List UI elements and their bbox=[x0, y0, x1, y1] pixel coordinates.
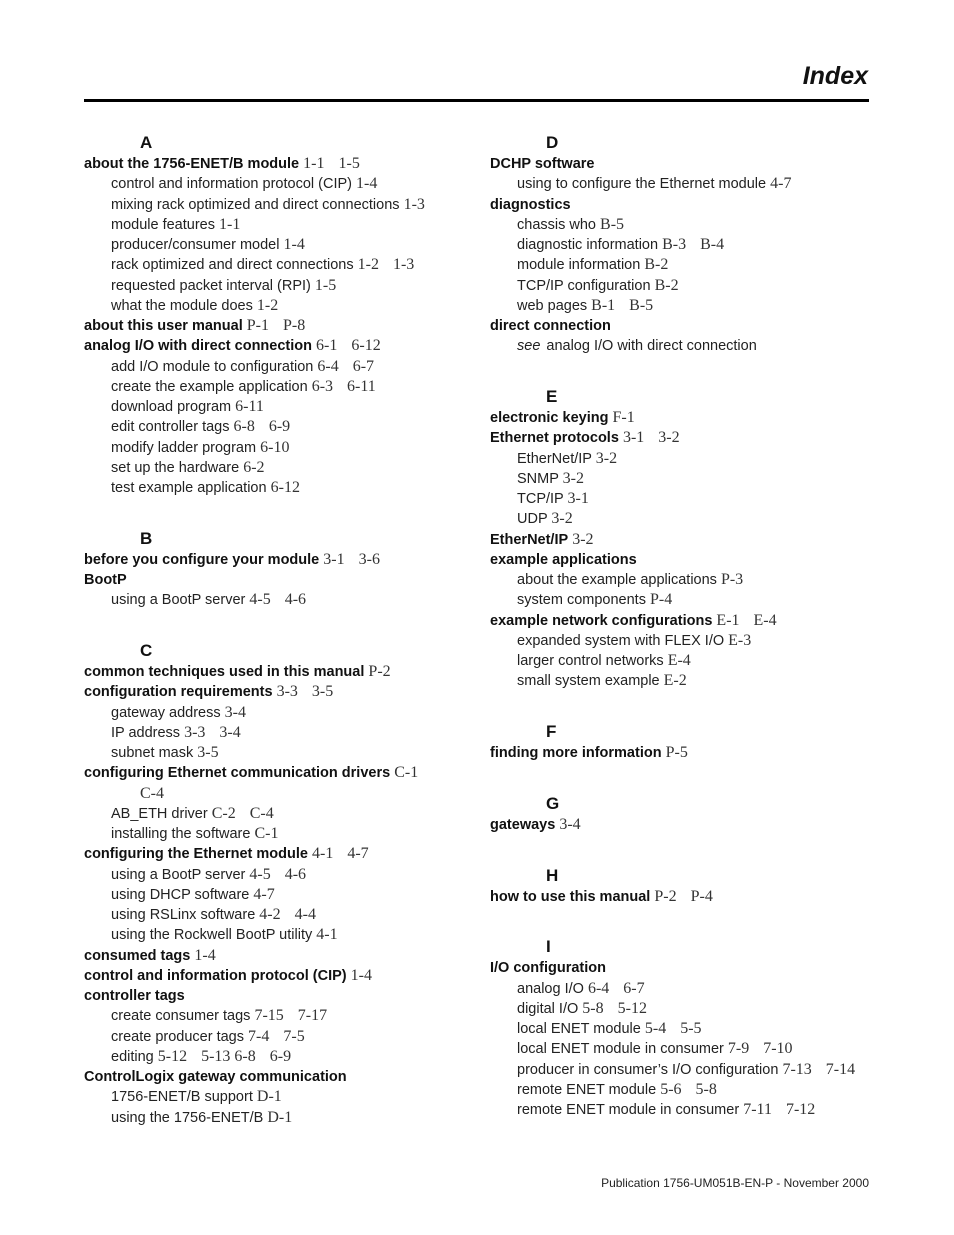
page-reference: 6-10 bbox=[260, 438, 290, 456]
page-reference: E-3 bbox=[728, 631, 752, 649]
index-term: web pages bbox=[517, 297, 588, 314]
page-reference: P-4 bbox=[690, 887, 713, 905]
index-term: what the module does bbox=[111, 297, 253, 314]
page-reference: 1-5 bbox=[314, 276, 337, 294]
index-subentry bbox=[84, 590, 464, 610]
page-reference: 4-5 bbox=[249, 591, 271, 609]
index-subentry bbox=[84, 804, 464, 824]
index-entry bbox=[490, 743, 890, 763]
section-spacer bbox=[490, 763, 890, 792]
index-term: control and information protocol (CIP) bbox=[111, 176, 352, 193]
index-entry bbox=[84, 316, 464, 336]
index-term: system components bbox=[517, 592, 646, 609]
index-entry bbox=[84, 946, 464, 966]
index-term: about this user manual bbox=[84, 318, 243, 334]
index-subentry bbox=[84, 885, 464, 905]
section-spacer bbox=[490, 907, 890, 936]
index-term: using DHCP software bbox=[111, 886, 250, 903]
index-subentry bbox=[84, 905, 464, 925]
page-reference: 4-6 bbox=[284, 591, 307, 609]
index-term: using a BootP server bbox=[111, 866, 246, 883]
index-column-right bbox=[490, 131, 890, 1120]
page-reference: 6-12 bbox=[270, 479, 300, 496]
index-subentry bbox=[84, 1047, 464, 1067]
section-spacer bbox=[84, 611, 464, 640]
index-term: mixing rack optimized and direct connections bbox=[111, 196, 400, 213]
page-reference: 5-4 bbox=[644, 1020, 667, 1037]
index-term: SNMP bbox=[517, 470, 559, 487]
section-spacer bbox=[490, 835, 890, 864]
index-subentry bbox=[84, 703, 464, 723]
page-reference: 3-6 bbox=[358, 550, 380, 568]
index-term: gateway address bbox=[111, 704, 221, 721]
page-reference: 5-5 bbox=[680, 1020, 702, 1037]
index-term: requested packet interval (RPI) bbox=[111, 277, 311, 294]
index-section-letter: C bbox=[140, 641, 153, 660]
index-term: installing the software bbox=[111, 826, 251, 842]
index-entry bbox=[490, 530, 890, 550]
index-term: analog I/O bbox=[517, 980, 584, 997]
index-subentry bbox=[490, 1060, 890, 1080]
index-subentry bbox=[84, 438, 464, 458]
section-spacer bbox=[490, 357, 890, 386]
index-entry bbox=[490, 887, 890, 907]
page-reference: 1-4 bbox=[283, 236, 305, 253]
index-subentry bbox=[84, 397, 464, 417]
index-subentry bbox=[490, 631, 890, 651]
index-entry bbox=[84, 844, 464, 864]
index-term: chassis who bbox=[517, 216, 596, 233]
index-subentry bbox=[84, 174, 464, 194]
page-reference: 1-3 bbox=[403, 195, 425, 213]
page-reference: E-2 bbox=[663, 672, 687, 690]
index-subentry bbox=[84, 865, 464, 885]
page-reference: 7-10 bbox=[763, 1040, 793, 1058]
index-term: using a BootP server bbox=[111, 592, 246, 609]
page-reference: 4-7 bbox=[347, 845, 369, 863]
page-reference: 7-13 bbox=[782, 1060, 812, 1078]
index-subentry bbox=[490, 651, 890, 671]
page-reference: 7-11 bbox=[743, 1101, 772, 1118]
page-reference: 5-6 bbox=[660, 1080, 682, 1098]
index-term: analog I/O with direct connection bbox=[84, 338, 312, 355]
page-reference: 6-3 bbox=[311, 377, 334, 395]
index-subentry bbox=[490, 489, 890, 509]
index-term: using RSLinx software bbox=[111, 907, 256, 923]
index-entry bbox=[490, 550, 890, 570]
index-term: configuration requirements bbox=[84, 684, 273, 701]
page-reference: P-4 bbox=[649, 591, 673, 609]
page-reference: 5-12 bbox=[157, 1047, 188, 1065]
index-entry bbox=[490, 195, 890, 215]
index-term: common techniques used in this manual bbox=[84, 664, 365, 680]
index-term: using to configure the Ethernet module bbox=[517, 176, 767, 193]
page-reference: 1-1 bbox=[303, 155, 325, 172]
page-reference: 6-11 bbox=[235, 398, 264, 415]
index-term: Ethernet protocols bbox=[490, 430, 619, 447]
index-term: editing bbox=[111, 1048, 154, 1065]
page-reference: 6-4 bbox=[317, 357, 339, 375]
index-term: local ENET module bbox=[517, 1021, 641, 1037]
index-term: create the example application bbox=[111, 378, 308, 395]
index-subentry bbox=[490, 671, 890, 691]
page-reference: 7-14 bbox=[825, 1060, 856, 1078]
index-term: AB_ETH driver bbox=[111, 805, 208, 822]
page-reference: P-2 bbox=[654, 887, 677, 905]
index-term: create producer tags bbox=[111, 1028, 244, 1045]
index-term: finding more information bbox=[490, 745, 662, 761]
page-reference: 6-1 bbox=[316, 337, 338, 355]
page-reference: 6-11 bbox=[347, 377, 376, 395]
page-reference: P-1 bbox=[246, 317, 269, 334]
page-reference: B-1 bbox=[591, 296, 616, 314]
page-reference: P-2 bbox=[368, 663, 391, 680]
index-term: test example application bbox=[111, 480, 267, 496]
index-term: add I/O module to configuration bbox=[111, 358, 314, 375]
index-term: example applications bbox=[490, 551, 637, 568]
page-reference: 3-2 bbox=[595, 449, 618, 467]
page-reference: 6-7 bbox=[352, 357, 375, 375]
page-reference: B-3 bbox=[662, 236, 687, 253]
see-reference-label: see bbox=[517, 338, 541, 355]
index-term: IP address bbox=[111, 724, 181, 741]
page-reference: 3-4 bbox=[559, 815, 581, 833]
index-term: consumed tags bbox=[84, 947, 191, 964]
page-reference: F-1 bbox=[612, 409, 635, 426]
index-entry bbox=[490, 611, 890, 631]
page-reference: 6-7 bbox=[623, 979, 645, 997]
page-reference: 7-9 bbox=[727, 1040, 750, 1058]
section-spacer bbox=[490, 692, 890, 721]
index-term: producer in consumer’s I/O configuration bbox=[517, 1061, 779, 1078]
index-subentry bbox=[84, 1087, 464, 1107]
header-rule bbox=[84, 99, 869, 102]
publication-footer: Publication 1756-UM051B-EN-P - November 2000 bbox=[601, 1176, 869, 1190]
index-term: EtherNet/IP bbox=[490, 531, 569, 548]
page-reference: 3-2 bbox=[562, 469, 584, 487]
page-reference: 4-4 bbox=[294, 906, 316, 923]
page-reference: 1-4 bbox=[356, 175, 378, 193]
index-subentry bbox=[84, 723, 464, 743]
index-term: how to use this manual bbox=[490, 888, 651, 905]
index-subentry bbox=[490, 979, 890, 999]
page-reference: 1-2 bbox=[357, 256, 379, 274]
page-reference: 7-5 bbox=[283, 1027, 305, 1045]
index-subentry bbox=[490, 509, 890, 529]
page-reference: C-4 bbox=[249, 804, 274, 822]
index-subentry bbox=[84, 215, 464, 235]
index-term: using the Rockwell BootP utility bbox=[111, 927, 313, 944]
page-reference: D-1 bbox=[256, 1088, 282, 1106]
page-reference: 1-2 bbox=[256, 296, 279, 314]
page-reference: D-1 bbox=[267, 1108, 293, 1126]
index-subentry bbox=[490, 276, 890, 296]
page-reference: 5-8 bbox=[695, 1080, 717, 1098]
page-reference: 4-1 bbox=[316, 926, 338, 944]
index-term: download program bbox=[111, 399, 232, 415]
page-reference: 1-3 bbox=[392, 256, 415, 274]
page-reference: 7-12 bbox=[785, 1101, 816, 1118]
index-entry bbox=[84, 682, 464, 702]
page-reference: 1-4 bbox=[350, 966, 372, 984]
page-reference: E-4 bbox=[753, 611, 777, 629]
index-subentry bbox=[490, 336, 890, 356]
index-subentry bbox=[490, 590, 890, 610]
page-reference: P-8 bbox=[283, 317, 306, 334]
index-subentry bbox=[84, 1027, 464, 1047]
page-reference: 3-4 bbox=[219, 723, 241, 741]
index-subentry bbox=[490, 296, 890, 316]
index-entry bbox=[490, 408, 890, 428]
page-reference: 5-8 bbox=[582, 999, 604, 1017]
page-reference: 6-2 bbox=[243, 458, 265, 476]
index-term: rack optimized and direct connections bbox=[111, 257, 354, 274]
page-reference: 3-1 bbox=[622, 429, 645, 447]
index-term: producer/consumer model bbox=[111, 237, 280, 253]
index-entry bbox=[490, 316, 890, 336]
page-reference: 3-3 bbox=[184, 723, 206, 741]
index-term: gateways bbox=[490, 816, 556, 833]
page-reference: 7-17 bbox=[297, 1007, 328, 1025]
index-term: I/O configuration bbox=[490, 960, 606, 977]
index-section-letter: G bbox=[546, 793, 560, 813]
index-term: small system example bbox=[517, 673, 660, 690]
index-term: create consumer tags bbox=[111, 1008, 251, 1025]
index-section-letter: F bbox=[546, 722, 557, 741]
page-reference: 6-9 bbox=[268, 418, 291, 436]
index-term: digital I/O bbox=[517, 1000, 579, 1017]
page-reference: B-2 bbox=[654, 276, 679, 294]
index-subentry bbox=[84, 1108, 464, 1128]
page-reference: 1-1 bbox=[219, 215, 241, 233]
page-reference: 3-2 bbox=[551, 510, 573, 528]
index-subentry bbox=[84, 276, 464, 296]
index-term: example network configurations bbox=[490, 612, 713, 629]
index-term: local ENET module in consumer bbox=[517, 1041, 724, 1058]
index-term: about the 1756-ENET/B module bbox=[84, 156, 300, 172]
index-subentry bbox=[84, 743, 464, 763]
index-subentry bbox=[490, 570, 890, 590]
page-reference: E-4 bbox=[667, 652, 691, 669]
page-reference: 4-6 bbox=[284, 865, 307, 883]
index-section-letter: D bbox=[546, 133, 559, 152]
index-entry bbox=[84, 336, 464, 356]
index-subentry bbox=[84, 1006, 464, 1026]
index-subentry bbox=[490, 1019, 890, 1039]
page-reference: C-1 bbox=[394, 764, 419, 782]
index-entry bbox=[490, 428, 890, 448]
index-subentry bbox=[490, 215, 890, 235]
index-term: subnet mask bbox=[111, 745, 194, 761]
index-term: diagnostic information bbox=[517, 237, 659, 253]
index-term: control and information protocol (CIP) bbox=[84, 967, 347, 984]
page-reference: 4-5 bbox=[249, 865, 271, 883]
index-subentry bbox=[490, 235, 890, 255]
page-reference: 3-5 bbox=[311, 683, 334, 701]
index-entry bbox=[84, 1067, 464, 1087]
page-reference: C-1 bbox=[254, 825, 279, 842]
page-title: Index bbox=[802, 62, 868, 90]
index-entry bbox=[84, 570, 464, 590]
index-entry bbox=[84, 763, 464, 783]
index-subentry bbox=[84, 417, 464, 437]
index-term: expanded system with FLEX I/O bbox=[517, 632, 725, 649]
index-term: edit controller tags bbox=[111, 419, 230, 436]
page-reference: 7-4 bbox=[248, 1027, 270, 1045]
index-subentry bbox=[84, 824, 464, 844]
index-section-letter: B bbox=[140, 528, 153, 548]
index-subentry bbox=[84, 478, 464, 498]
index-subentry bbox=[490, 999, 890, 1019]
page-reference: 1-4 bbox=[194, 946, 216, 964]
page-reference: P-5 bbox=[665, 744, 688, 761]
index-term: UDP bbox=[517, 511, 548, 528]
index-term: TCP/IP bbox=[517, 491, 564, 507]
index-term: about the example applications bbox=[517, 572, 717, 588]
index-subentry bbox=[84, 377, 464, 397]
index-subentry bbox=[490, 174, 890, 194]
index-term: set up the hardware bbox=[111, 459, 240, 476]
page-reference: 3-4 bbox=[224, 703, 246, 721]
page-reference: 4-7 bbox=[253, 885, 275, 903]
index-term: diagnostics bbox=[490, 196, 571, 213]
index-subentry bbox=[490, 469, 890, 489]
page-reference: 6-8 bbox=[233, 418, 255, 436]
index-section-letter: A bbox=[140, 133, 153, 152]
index-term: EtherNet/IP bbox=[517, 450, 592, 467]
index-term: ControlLogix gateway communication bbox=[84, 1069, 347, 1085]
index-entry bbox=[490, 154, 890, 174]
page-reference: 5-13 6-8 bbox=[201, 1047, 256, 1065]
page-reference: 3-2 bbox=[572, 530, 594, 548]
page-reference: 3-1 bbox=[323, 550, 345, 568]
page-reference: 6-9 bbox=[269, 1047, 292, 1065]
index-term: analog I/O with direct connection bbox=[546, 338, 757, 355]
index-section-letter: H bbox=[546, 865, 559, 885]
index-term: TCP/IP configuration bbox=[517, 277, 651, 294]
index-term: module information bbox=[517, 257, 641, 274]
index-entry bbox=[84, 550, 464, 570]
page-reference: 3-1 bbox=[567, 490, 589, 507]
index-term: before you configure your module bbox=[84, 551, 320, 568]
index-subentry bbox=[84, 357, 464, 377]
index-term: remote ENET module in consumer bbox=[517, 1102, 740, 1118]
index-subentry bbox=[84, 925, 464, 945]
page-reference: 3-2 bbox=[658, 429, 680, 447]
index-term: configuring Ethernet communication drivers bbox=[84, 765, 391, 782]
index-section-letter: I bbox=[546, 937, 551, 957]
index-subentry bbox=[84, 255, 464, 275]
page-reference: 1-5 bbox=[338, 155, 360, 172]
index-term: configuring the Ethernet module bbox=[84, 846, 308, 863]
index-column-left bbox=[84, 131, 464, 1128]
page-reference: 6-12 bbox=[351, 337, 381, 355]
index-subentry bbox=[490, 255, 890, 275]
index-subentry bbox=[490, 1100, 890, 1120]
index-term: using the 1756-ENET/B bbox=[111, 1109, 264, 1126]
index-term: direct connection bbox=[490, 318, 611, 334]
index-subentry bbox=[490, 449, 890, 469]
index-term: 1756-ENET/B support bbox=[111, 1089, 253, 1106]
page-reference: 3-3 bbox=[276, 683, 298, 701]
index-entry bbox=[490, 815, 890, 835]
page-reference: C-2 bbox=[211, 804, 236, 822]
page-reference: B-2 bbox=[644, 256, 669, 274]
index-entry bbox=[84, 662, 464, 682]
index-entry bbox=[490, 958, 890, 978]
index-subentry bbox=[490, 1080, 890, 1100]
index-term: remote ENET module bbox=[517, 1081, 657, 1098]
page-reference: 6-4 bbox=[587, 979, 610, 997]
index-section-letter: E bbox=[546, 387, 558, 406]
index-subentry bbox=[84, 296, 464, 316]
index-subentry bbox=[490, 1039, 890, 1059]
page-reference: B-4 bbox=[700, 236, 725, 253]
index-entry bbox=[84, 986, 464, 1006]
index-entry bbox=[84, 966, 464, 986]
index-term: electronic keying bbox=[490, 410, 609, 426]
index-term: modify ladder program bbox=[111, 439, 257, 456]
page-reference: 5-12 bbox=[617, 999, 647, 1017]
index-entry bbox=[84, 154, 464, 174]
page-reference: 3-5 bbox=[197, 744, 219, 761]
index-term: module features bbox=[111, 216, 215, 233]
index-subentry bbox=[84, 235, 464, 255]
page-reference: 7-15 bbox=[254, 1007, 284, 1025]
page-reference: C-4 bbox=[140, 784, 164, 802]
section-spacer bbox=[84, 498, 464, 527]
page-reference: B-5 bbox=[629, 296, 654, 314]
index-term: DCHP software bbox=[490, 156, 595, 172]
page-reference: B-5 bbox=[600, 215, 625, 233]
page-reference: 4-7 bbox=[770, 175, 792, 193]
page-reference: E-1 bbox=[716, 611, 740, 629]
index-term: larger control networks bbox=[517, 653, 664, 669]
index-subentry bbox=[84, 784, 464, 804]
index-term: controller tags bbox=[84, 988, 185, 1004]
index-subentry bbox=[84, 195, 464, 215]
index-subentry bbox=[84, 458, 464, 478]
index-term: BootP bbox=[84, 572, 127, 588]
page-reference: 4-2 bbox=[259, 906, 281, 923]
page-reference: P-3 bbox=[720, 571, 744, 588]
page-reference: 4-1 bbox=[311, 845, 334, 863]
